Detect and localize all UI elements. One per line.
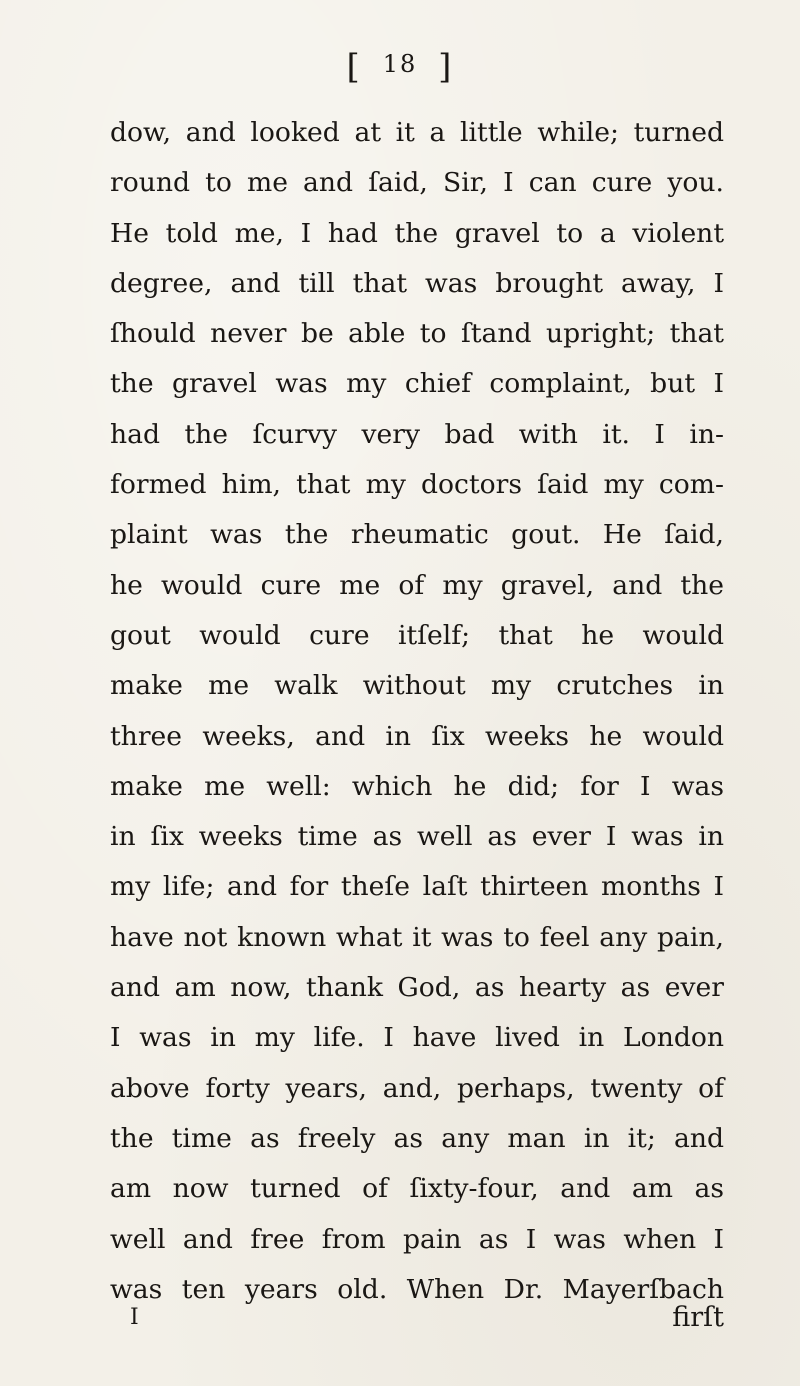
text-line: he would cure me of my gravel, and the: [110, 569, 724, 601]
page-footer: [110, 1296, 724, 1340]
signature-mark: I: [130, 1305, 139, 1330]
text-line: well and free from pain as I was when I: [110, 1223, 724, 1255]
text-line: ſhould never be able to ſtand upright; that: [110, 318, 724, 350]
text-line: three weeks, and in ſix weeks he would: [110, 720, 724, 752]
text-line: formed him, that my doctors ſaid my com-: [110, 469, 724, 501]
bracket-open: [: [346, 47, 362, 87]
text-line: make me walk without my crutches in: [110, 670, 724, 702]
text-line: He told me, I had the gravel to a violent: [110, 217, 724, 249]
text-line: above forty years, and, perhaps, twenty of: [110, 1072, 724, 1104]
catchword: firſt: [672, 1302, 724, 1333]
text-line: dow, and looked at it a little while; turned: [110, 117, 724, 148]
text-line: and am now, thank God, as hearty as ever: [110, 972, 724, 1004]
text-line: round to me and ſaid, Sir, I can cure you.: [110, 167, 724, 199]
text-line: the gravel was my chief complaint, but I: [110, 368, 724, 400]
text-line: had the ſcurvy very bad with it. I in-: [110, 418, 724, 450]
text-line: in ſix weeks time as well as ever I was in: [110, 821, 724, 853]
text-line: degree, and till that was brought away, I: [110, 267, 724, 299]
body-text: [110, 108, 724, 1315]
text-line: plaint was the rheumatic gout. He ſaid,: [110, 519, 724, 551]
text-line: gout would cure itſelf; that he would: [110, 619, 724, 651]
bracket-close: ]: [438, 47, 454, 87]
text-line: my life; and for theſe laſt thirteen months I: [110, 871, 724, 903]
page-header: [0, 44, 800, 89]
text-line: am now turned of ſixty-four, and am as: [110, 1173, 724, 1205]
text-line: the time as freely as any man in it; and: [110, 1122, 724, 1154]
text-line: was ten years old. When Dr. Mayerſbach: [110, 1273, 724, 1305]
text-line: make me well: which he did; for I was: [110, 770, 724, 802]
text-line: I was in my life. I have lived in London: [110, 1022, 724, 1054]
page-number: 18: [382, 50, 418, 78]
text-line: have not known what it was to feel any pain,: [110, 921, 724, 953]
